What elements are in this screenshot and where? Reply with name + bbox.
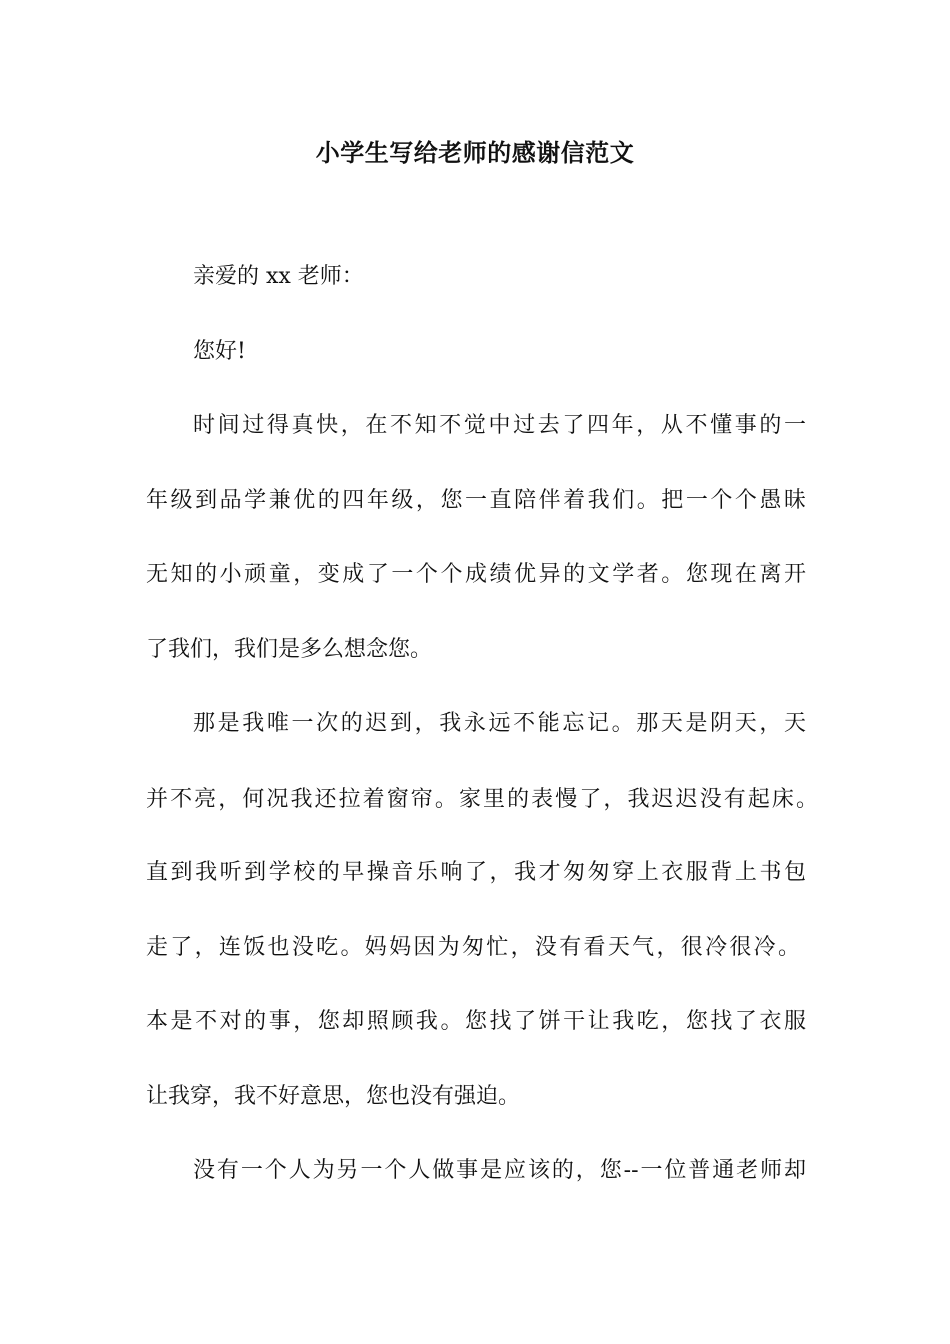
paragraph-line: 并不亮，何况我还拉着窗帘。家里的表慢了，我迟迟没有起床。 — [146, 787, 818, 812]
paragraph-line: 没有一个人为另一个人做事是应该的，您--一位普通老师却 — [193, 1158, 806, 1183]
paragraph-line: 直到我听到学校的早操音乐响了，我才匆匆穿上衣服背上书包 — [146, 860, 806, 885]
paragraph-line: 年级到品学兼优的四年级，您一直陪伴着我们。把一个个愚昧 — [146, 488, 806, 513]
greeting-line: 亲爱的 xx 老师： — [193, 264, 364, 289]
salutation-line: 您好! — [193, 339, 246, 364]
paragraph-line: 时间过得真快，在不知不觉中过去了四年，从不懂事的一 — [193, 413, 806, 438]
paragraph-line: 走了，连饭也没吃。妈妈因为匆忙，没有看天气，很冷很冷。 — [146, 935, 800, 960]
paragraph-line: 那是我唯一次的迟到，我永远不能忘记。那天是阴天，天 — [193, 711, 806, 736]
document-title: 小学生写给老师的感谢信范文 — [315, 138, 635, 167]
paragraph-line: 了我们，我们是多么想念您。 — [146, 637, 433, 662]
paragraph-line: 让我穿，我不好意思，您也没有强迫。 — [146, 1084, 521, 1109]
paragraph-line: 无知的小顽童，变成了一个个成绩优异的文学者。您现在离开 — [146, 562, 806, 587]
paragraph-line: 本是不对的事，您却照顾我。您找了饼干让我吃，您找了衣服 — [146, 1009, 806, 1034]
